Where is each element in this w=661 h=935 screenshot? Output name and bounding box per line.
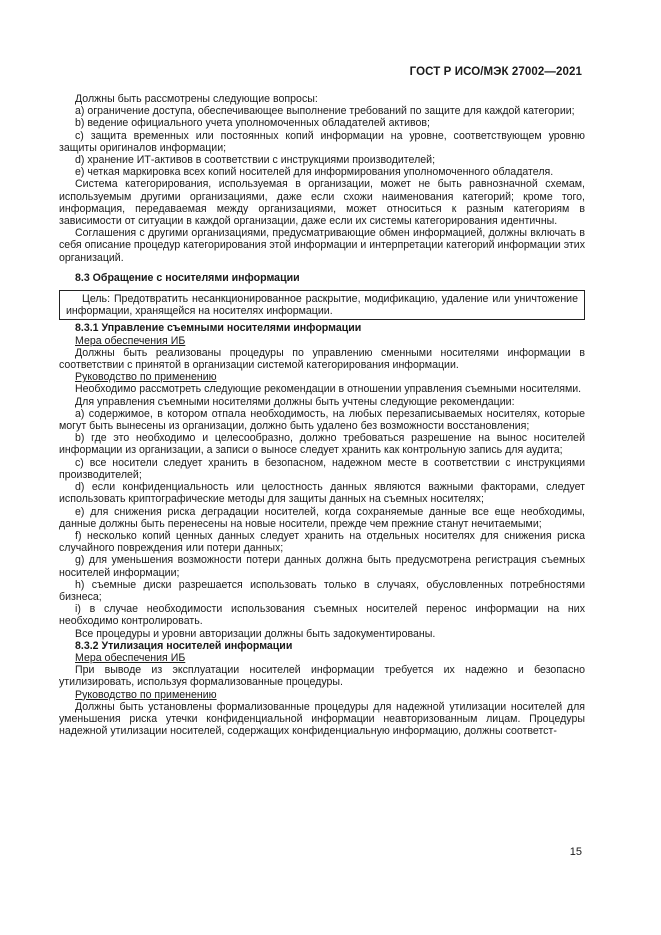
page-number: 15 [569, 846, 582, 858]
guidance-item-i: i) в случае необходимости использования съемных носителей перенос информации на них необходимо контролировать. [59, 603, 585, 628]
guidance-label-832 [59, 689, 585, 701]
section-8-3-1-title: 8.3.1 Управление съемными носителями информации [75, 322, 362, 335]
guidance-label-831-text: Руководство по применению [75, 371, 217, 384]
guidance-item-h: h) съемные диски разрешается использовать только в случаях, обусловленных потребностями бизнеса; [59, 578, 585, 603]
guidance-item-f: f) несколько копий ценных данных следует хранить на отдельных носителях для снижения риска случайного повреждения или потери данных; [59, 529, 585, 555]
measure-label-831-text: Мера обеспечения ИБ [75, 334, 186, 347]
guidance-item-c: c) все носители следует хранить в безопасном, надежном месте в соответствии с инструкциями производителей; [59, 456, 585, 481]
categorization-paragraph: Система категорирования, используемая в организации, может не быть равнозначной схемам, используемым другими организациями, даже если схожи наименования категорий; кроме того, информация, передаваемая между организациями, может относиться к разным категориям в зависимости от ситуации в каждой организации, даже если их системы категорирования идентичны. [59, 178, 585, 228]
measure-label-831 [59, 335, 585, 347]
guidance-item-e: e) для снижения риска деградации носителей, когда сохраняемые данные все еще необходимы, данные должны быть перенесены на новые носители, прежде чем прежние станут нечитаемыми; [59, 505, 585, 530]
goal-text: Цель: Предотвратить несанкционированное раскрытие, модификацию, удаление или уничтожение информации, хранящейся на носителях информации. [66, 293, 578, 318]
guidance-item-g: g) для уменьшения возможности потери данных должна быть предусмотрена регистрация съемных носителей информации; [59, 554, 585, 579]
procedures-closing: Все процедуры и уровни авторизации должны быть задокументированы. [75, 627, 436, 640]
intro-item-c: c) защита временных или постоянных копий информации на уровне, соответствующем уровню защиты оригиналов информации; [59, 129, 585, 154]
guidance-text-832: Должны быть установлены формализованные процедуры для надежной утилизации носителей для уменьшения риска утечки конфиденциальной информации неавторизованным лицам. Процедуры надежной утилизации носителей, содержащих конфиденциальную информацию, должны соответст- [59, 700, 585, 738]
guidance-lead-831: Для управления съемными носителями должны быть учтены следующие рекомендации: [75, 395, 515, 408]
guidance-intro-831: Необходимо рассмотреть следующие рекомендации в отношении управления съемными носителями. [75, 383, 582, 396]
measure-text-832: При выводе из эксплуатации носителей информации требуется их надежно и безопасно утилизировать, используя формализованные процедуры. [59, 664, 585, 689]
intro-item-a: а) ограничение доступа, обеспечивающее выполнение требований по защите для каждой категории; [75, 105, 575, 118]
page-body [59, 93, 585, 737]
measure-label-832 [59, 652, 585, 664]
measure-label-832-text: Мера обеспечения ИБ [75, 651, 186, 664]
section-8-3-2-title: 8.3.2 Утилизация носителей информации [75, 639, 293, 652]
standard-header: ГОСТ Р ИСО/МЭК 27002—2021 [409, 66, 582, 78]
intro-item-b: b) ведение официального учета уполномоченных обладателей активов; [75, 117, 430, 130]
intro-lead: Должны быть рассмотрены следующие вопросы: [75, 93, 318, 105]
section-8-3-title: 8.3 Обращение с носителями информации [75, 271, 300, 284]
measure-text-831: Должны быть реализованы процедуры по управлению сменными носителями информации в соответствии с принятой в организации системой категорирования информации. [59, 346, 585, 372]
agreements-paragraph: Соглашения с другими организациями, предусматривающие обмен информацией, должны включать в себя описание процедур категорирования этой информации и интерпретации категорий информации этих организаций. [59, 227, 585, 264]
intro-item-e: e) четкая маркировка всех копий носителей для информирования уполномоченного обладателя. [75, 166, 554, 179]
intro-item-d: d) хранение ИТ-активов в соответствии с инструкциями производителей; [75, 154, 436, 167]
guidance-label-831 [59, 371, 585, 383]
guidance-label-832-text: Руководство по применению [75, 688, 217, 701]
guidance-item-d: d) если конфиденциальность или целостность данных являются важными факторами, следует использовать криптографические методы для защиты данных на съемных носителях; [59, 481, 585, 506]
guidance-item-b: b) где это необходимо и целесообразно, должно требоваться разрешение на вынос носителей информации из организации, а записи о выносе следует хранить как контрольную запись для аудита; [59, 432, 585, 457]
guidance-item-a: а) содержимое, в котором отпала необходимость, на любых перезаписываемых носителях, которые могут быть вынесены из организации, должно быть удалено без возможности восстановления; [59, 407, 585, 433]
goal-box [59, 290, 585, 320]
